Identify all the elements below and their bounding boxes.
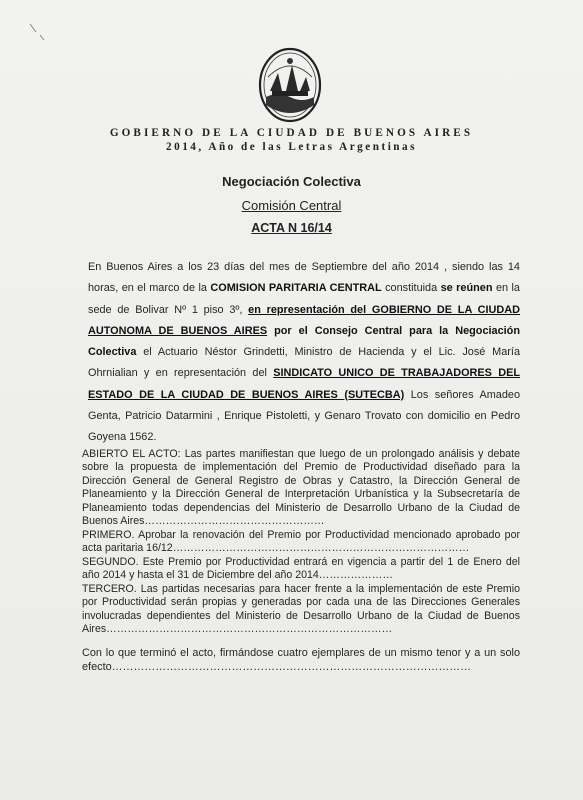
doc-subtitle: Comisión Central — [241, 198, 342, 213]
opening-paragraph — [88, 257, 520, 449]
section-tercero: TERCERO. Las partidas necesarias para hacer frente a la implementación de este Premio por Productividad serán propias y generadas por cada una de las Direcciones Generales involucradas dependientes del Ministerio de Desarrollo Urbano de la Ciudad de Buenos Aires……………………………………………………………………… — [82, 583, 520, 636]
consejo-central: por el Consejo Central para la Negociación Colectiva — [88, 324, 520, 359]
closing-paragraph: Con lo que terminó el acto, firmándose cuatro ejemplares de un mismo tenor y a un solo efecto……………………………………………………………………………………… — [82, 647, 520, 673]
opening-text-a: En Buenos Aires a los 23 días del mes de Septiembre del año 2014 , siendo las 14 horas, en el marco de la — [88, 261, 520, 295]
se-reunen: se reúnen — [440, 282, 493, 295]
section-segundo: SEGUNDO. Este Premio por Productividad entrará en vigencia a partir del 1 de Enero del año 2014 y hasta el 31 de Diciembre del año 2014………………… — [82, 556, 520, 582]
opening-text-e: en la sede de Bolivar Nº 1 piso 3º, — [88, 282, 520, 316]
year-motto: 2014, Año de las Letras Argentinas — [166, 141, 417, 153]
sutecba-name: SINDICATO UNICO DE TRABAJADORES DEL ESTADO DE LA CIUDAD DE BUENOS AIRES (SUTECBA) — [88, 367, 520, 401]
opening-text-j: Los señores Amadeo Genta, Patricio Datarmini , Enrique Pistoletti, y Genaro Trovato con domicilio en Pedro Goyena 1562. — [88, 388, 521, 444]
opening-text-h: el Actuario Néstor Grindetti, Ministro de Hacienda y el Lic. José María Ohrnialian y en representación del — [88, 346, 520, 380]
government-header: GOBIERNO DE LA CIUDAD DE BUENOS AIRES — [109, 127, 474, 139]
gobierno-representation: en representación del GOBIERNO DE LA CIUDAD AUTONOMA DE BUENOS AIRES — [88, 303, 520, 337]
comision-name: COMISION PARITARIA CENTRAL — [210, 282, 382, 295]
opening-text-c: constituida — [381, 282, 441, 295]
section-abierto: ABIERTO EL ACTO: Las partes manifiestan que luego de un prolongado análisis y debate sobre la propuesta de implementación del Premio de Productividad diseñado para la Dirección General de General Registro de Obras y Catastro, la Dirección General de Planeamiento y la Dirección General de Interpretación Urbanística y la Subsecretaría de Planeamiento todas dependencias del Ministerio de Desarrollo Urbano de la Ciudad de Buenos Aires…………………………………………… — [82, 448, 520, 528]
city-seal-icon — [258, 47, 322, 123]
pen-mark — [26, 20, 56, 50]
section-primero: PRIMERO. Aprobar la renovación del Premio por Productividad mencionado aprobado por acta paritaria 16/12………………………………………………………………………… — [82, 529, 520, 555]
acta-number: ACTA N 16/14 — [251, 221, 332, 235]
doc-title: Negociación Colectiva — [222, 174, 361, 189]
